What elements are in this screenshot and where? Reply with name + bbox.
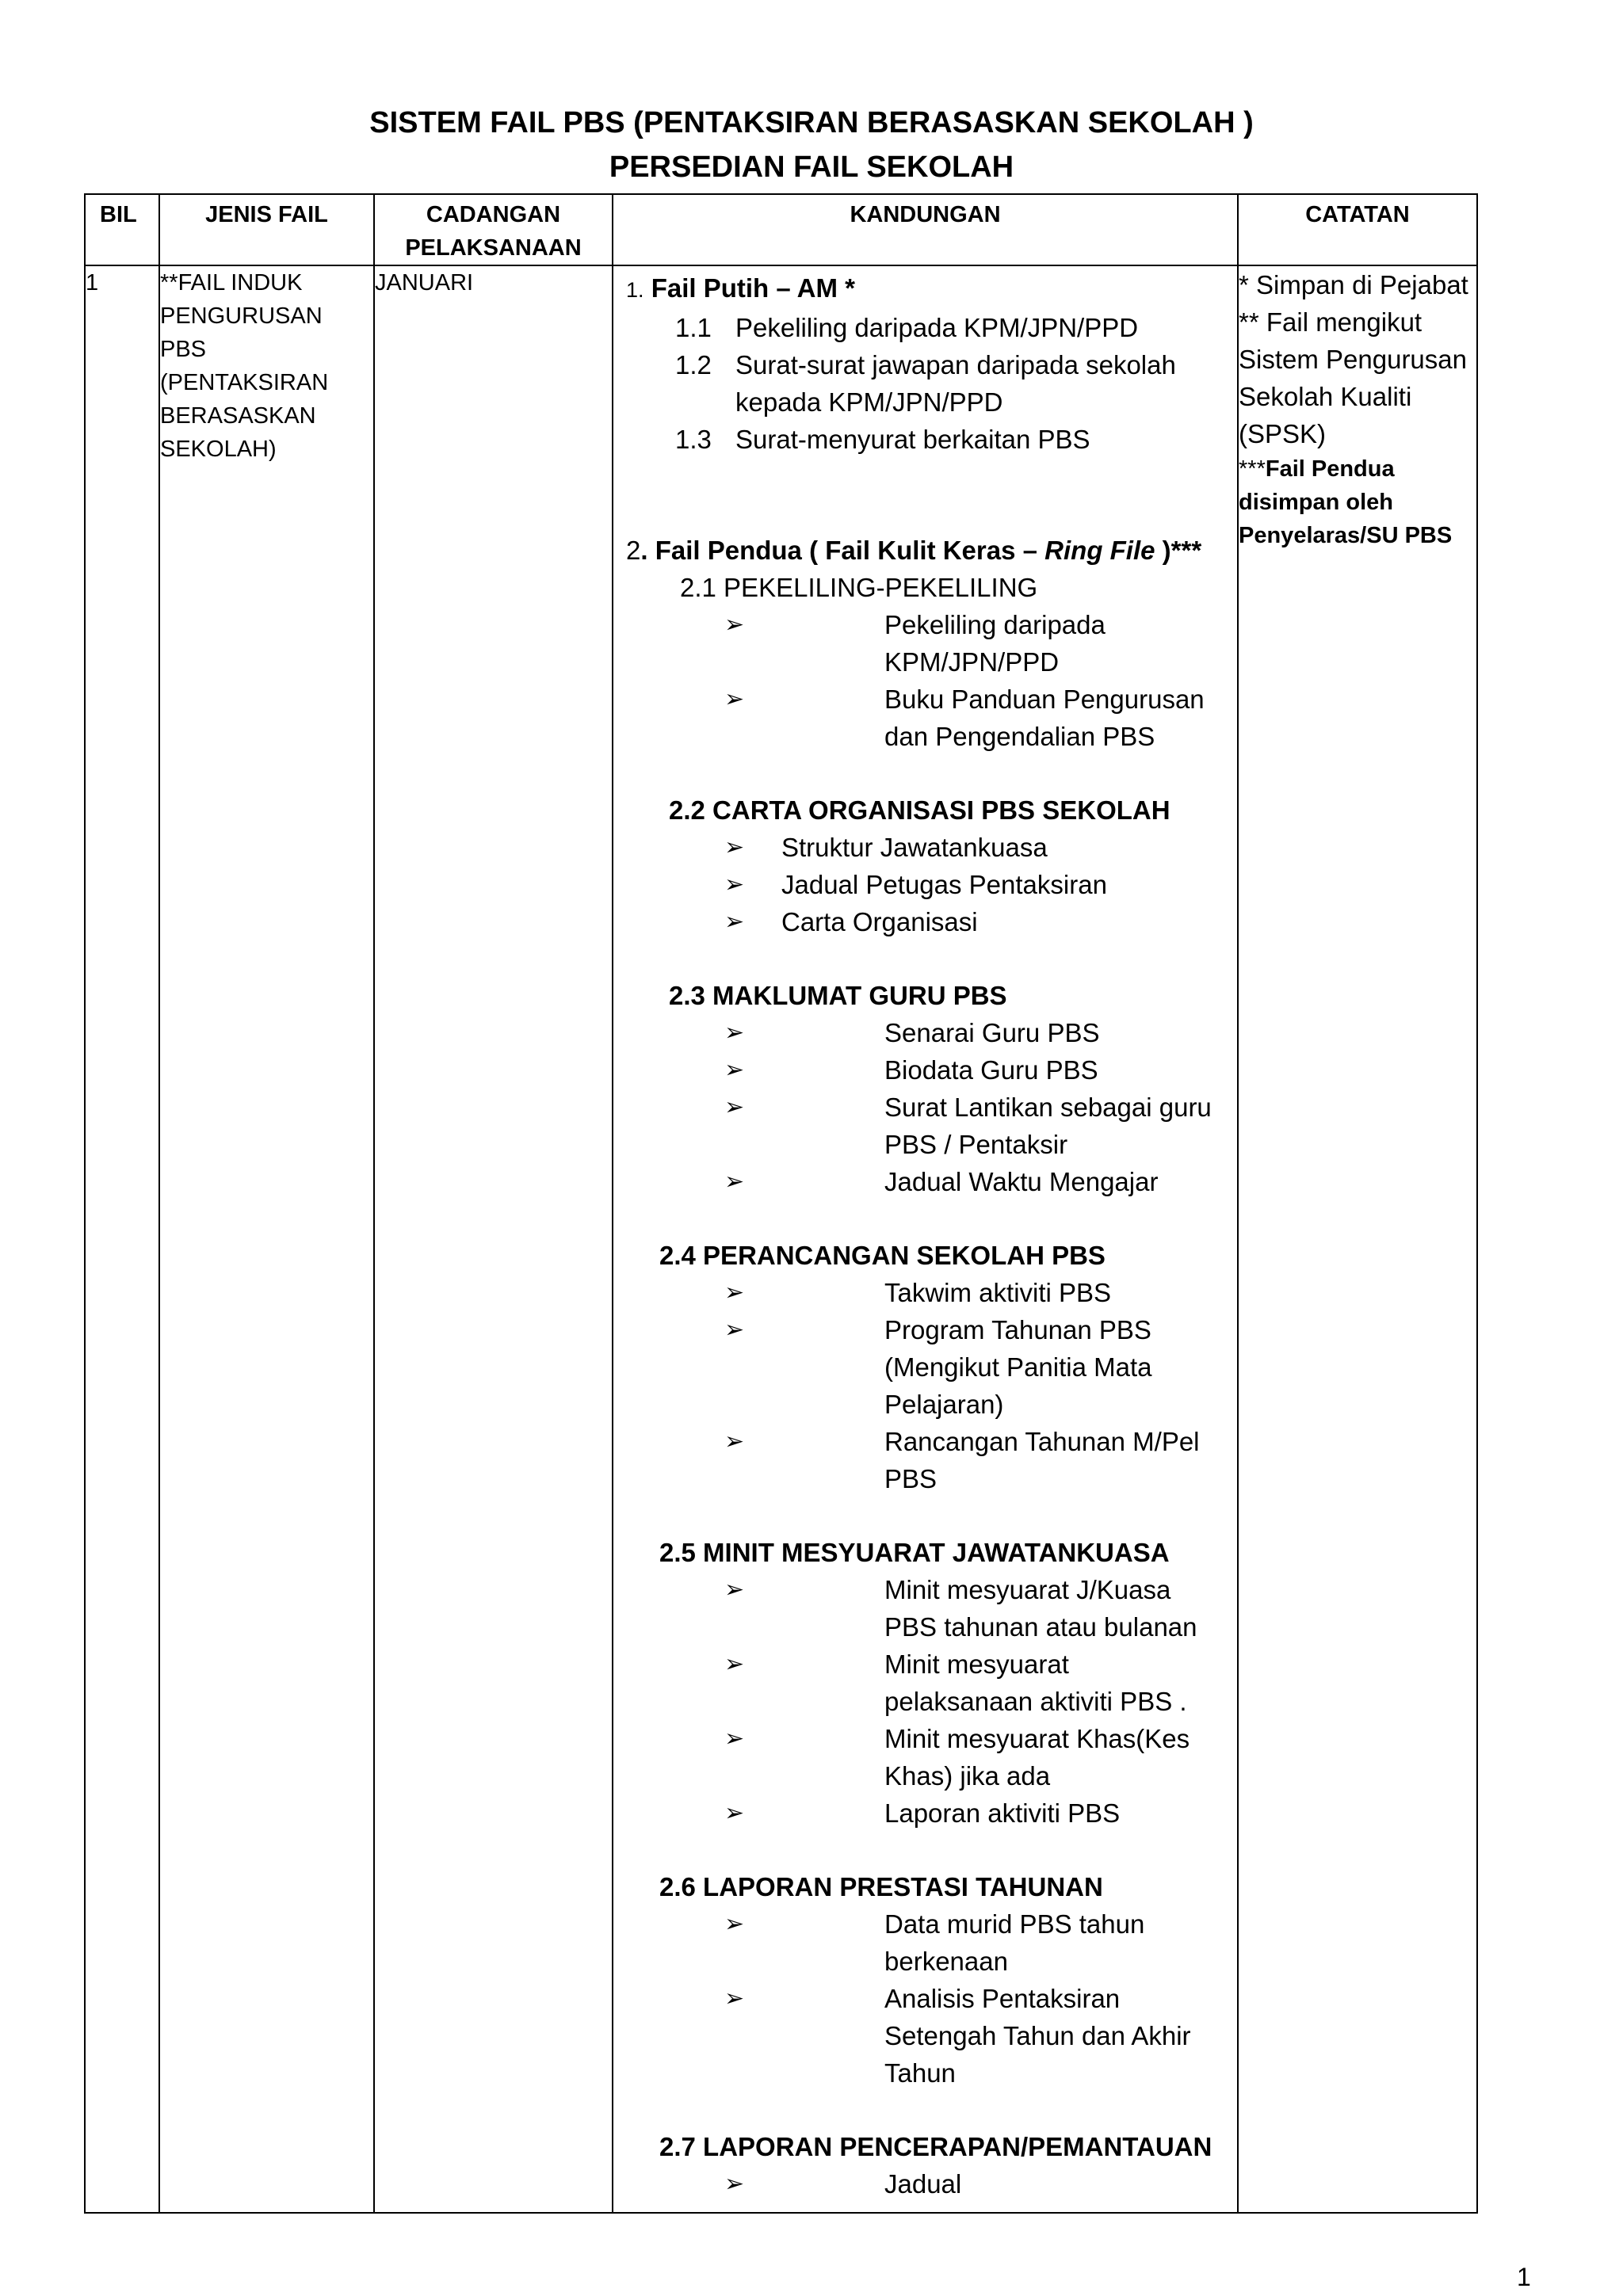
list-item: ➢ Jadual [613, 2165, 1237, 2203]
arrow-bullet-icon: ➢ [724, 1280, 745, 1306]
subsection-2-7-title: 2.7 LAPORAN PENCERAPAN/PEMANTAUAN [659, 2132, 1212, 2161]
arrow-bullet-icon: ➢ [724, 1985, 745, 2012]
list-item: ➢ Minit mesyuarat Khas(Kes Khas) jika ada [613, 1720, 1237, 1794]
arrow-bullet-icon: ➢ [724, 909, 745, 935]
list-item: ➢ Struktur Jawatankuasa [613, 829, 1237, 866]
section-1-title: 1. Fail Putih – AM * [626, 273, 855, 303]
subsection-2-3-title: 2.3 MAKLUMAT GURU PBS [669, 981, 1007, 1010]
list-item: ➢ Program Tahunan PBS (Mengikut Panitia Mata Pelajaran) [613, 1311, 1237, 1423]
arrow-bullet-icon: ➢ [724, 612, 745, 638]
cell-bil: 1 [85, 265, 159, 2213]
page-number: 1 [1517, 2263, 1531, 2291]
list-item: ➢ Minit mesyuarat J/Kuasa PBS tahunan atau bulanan [613, 1571, 1237, 1646]
list-item: 1.1 Pekeliling daripada KPM/JPN/PPD [675, 313, 1139, 342]
subsection-2-1-title: 2.1 PEKELILING-PEKELILING [680, 573, 1038, 602]
section-2-title: 2. Fail Pendua ( Fail Kulit Keras – Ring File )*** [626, 536, 1202, 565]
header-cadangan: CADANGAN PELAKSANAAN [374, 194, 613, 265]
list-item: ➢ Data murid PBS tahun berkenaan [613, 1905, 1237, 1980]
list-item: ➢ Takwim aktiviti PBS [613, 1274, 1237, 1311]
list-item: ➢ Minit mesyuarat pelaksanaan aktiviti PBS . [613, 1646, 1237, 1720]
header-kandungan: KANDUNGAN [613, 194, 1238, 265]
arrow-bullet-icon: ➢ [724, 1169, 745, 1195]
subsection-2-6-title: 2.6 LAPORAN PRESTASI TAHUNAN [659, 1872, 1103, 1901]
list-item: ➢ Jadual Petugas Pentaksiran [613, 866, 1237, 903]
arrow-bullet-icon: ➢ [724, 2171, 745, 2197]
catatan-note-3: ***Fail Pendua disimpan oleh Penyelaras/SU PBS [1239, 456, 1453, 548]
arrow-bullet-icon: ➢ [724, 1800, 745, 1826]
table-row [85, 265, 1477, 2213]
arrow-bullet-icon: ➢ [724, 871, 745, 898]
list-item: ➢ Laporan aktiviti PBS [613, 1794, 1237, 1832]
arrow-bullet-icon: ➢ [724, 1057, 745, 1083]
list-item: ➢ Carta Organisasi [613, 903, 1237, 940]
list-item: ➢ Pekeliling daripada KPM/JPN/PPD [613, 606, 1237, 681]
arrow-bullet-icon: ➢ [724, 1911, 745, 1937]
header-catatan: CATATAN [1238, 194, 1477, 265]
list-item: 1.3 Surat-menyurat berkaitan PBS [675, 425, 1090, 454]
cell-jenis-fail: **FAIL INDUK PENGURUSAN PBS (PENTAKSIRAN BERASASKAN SEKOLAH) [159, 265, 374, 2213]
list-item: ➢ Buku Panduan Pengurusan dan Pengendalian PBS [613, 681, 1237, 755]
subsection-2-5-title: 2.5 MINIT MESYUARAT JAWATANKUASA [659, 1538, 1170, 1567]
file-system-table [84, 193, 1478, 2214]
cell-kandungan [613, 265, 1238, 2213]
table-header-row [85, 194, 1477, 265]
list-item: 1.2 Surat-surat jawapan daripada sekolah kepada KPM/JPN/PPD [675, 350, 1176, 417]
arrow-bullet-icon: ➢ [724, 1651, 745, 1677]
list-item: ➢ Rancangan Tahunan M/Pel PBS [613, 1423, 1237, 1497]
arrow-bullet-icon: ➢ [724, 1094, 745, 1120]
arrow-bullet-icon: ➢ [724, 1317, 745, 1343]
subsection-2-4-title: 2.4 PERANCANGAN SEKOLAH PBS [659, 1241, 1106, 1270]
arrow-bullet-icon: ➢ [724, 686, 745, 712]
document-subtitle: PERSEDIAN FAIL SEKOLAH [609, 151, 1014, 184]
list-item: ➢ Biodata Guru PBS [613, 1051, 1237, 1089]
arrow-bullet-icon: ➢ [724, 1428, 745, 1455]
list-item: ➢ Surat Lantikan sebagai guru PBS / Pentaksir [613, 1089, 1237, 1163]
header-bil: BIL [85, 194, 159, 265]
arrow-bullet-icon: ➢ [724, 834, 745, 860]
arrow-bullet-icon: ➢ [724, 1020, 745, 1046]
list-item: ➢ Jadual Waktu Mengajar [613, 1163, 1237, 1200]
header-jenis-fail: JENIS FAIL [159, 194, 374, 265]
list-item: ➢ Senarai Guru PBS [613, 1014, 1237, 1051]
cell-catatan [1238, 265, 1477, 2213]
arrow-bullet-icon: ➢ [724, 1726, 745, 1752]
subsection-2-2-title: 2.2 CARTA ORGANISASI PBS SEKOLAH [669, 795, 1170, 825]
document-title: SISTEM FAIL PBS (PENTAKSIRAN BERASASKAN SEKOLAH ) [369, 106, 1254, 139]
catatan-note-1: * Simpan di Pejabat [1239, 270, 1468, 299]
cell-cadangan: JANUARI [374, 265, 613, 2213]
arrow-bullet-icon: ➢ [724, 1577, 745, 1603]
list-item: ➢ Analisis Pentaksiran Setengah Tahun dan Akhir Tahun [613, 1980, 1237, 2092]
catatan-note-2: ** Fail mengikut Sistem Pengurusan Sekolah Kualiti (SPSK) [1239, 307, 1467, 448]
